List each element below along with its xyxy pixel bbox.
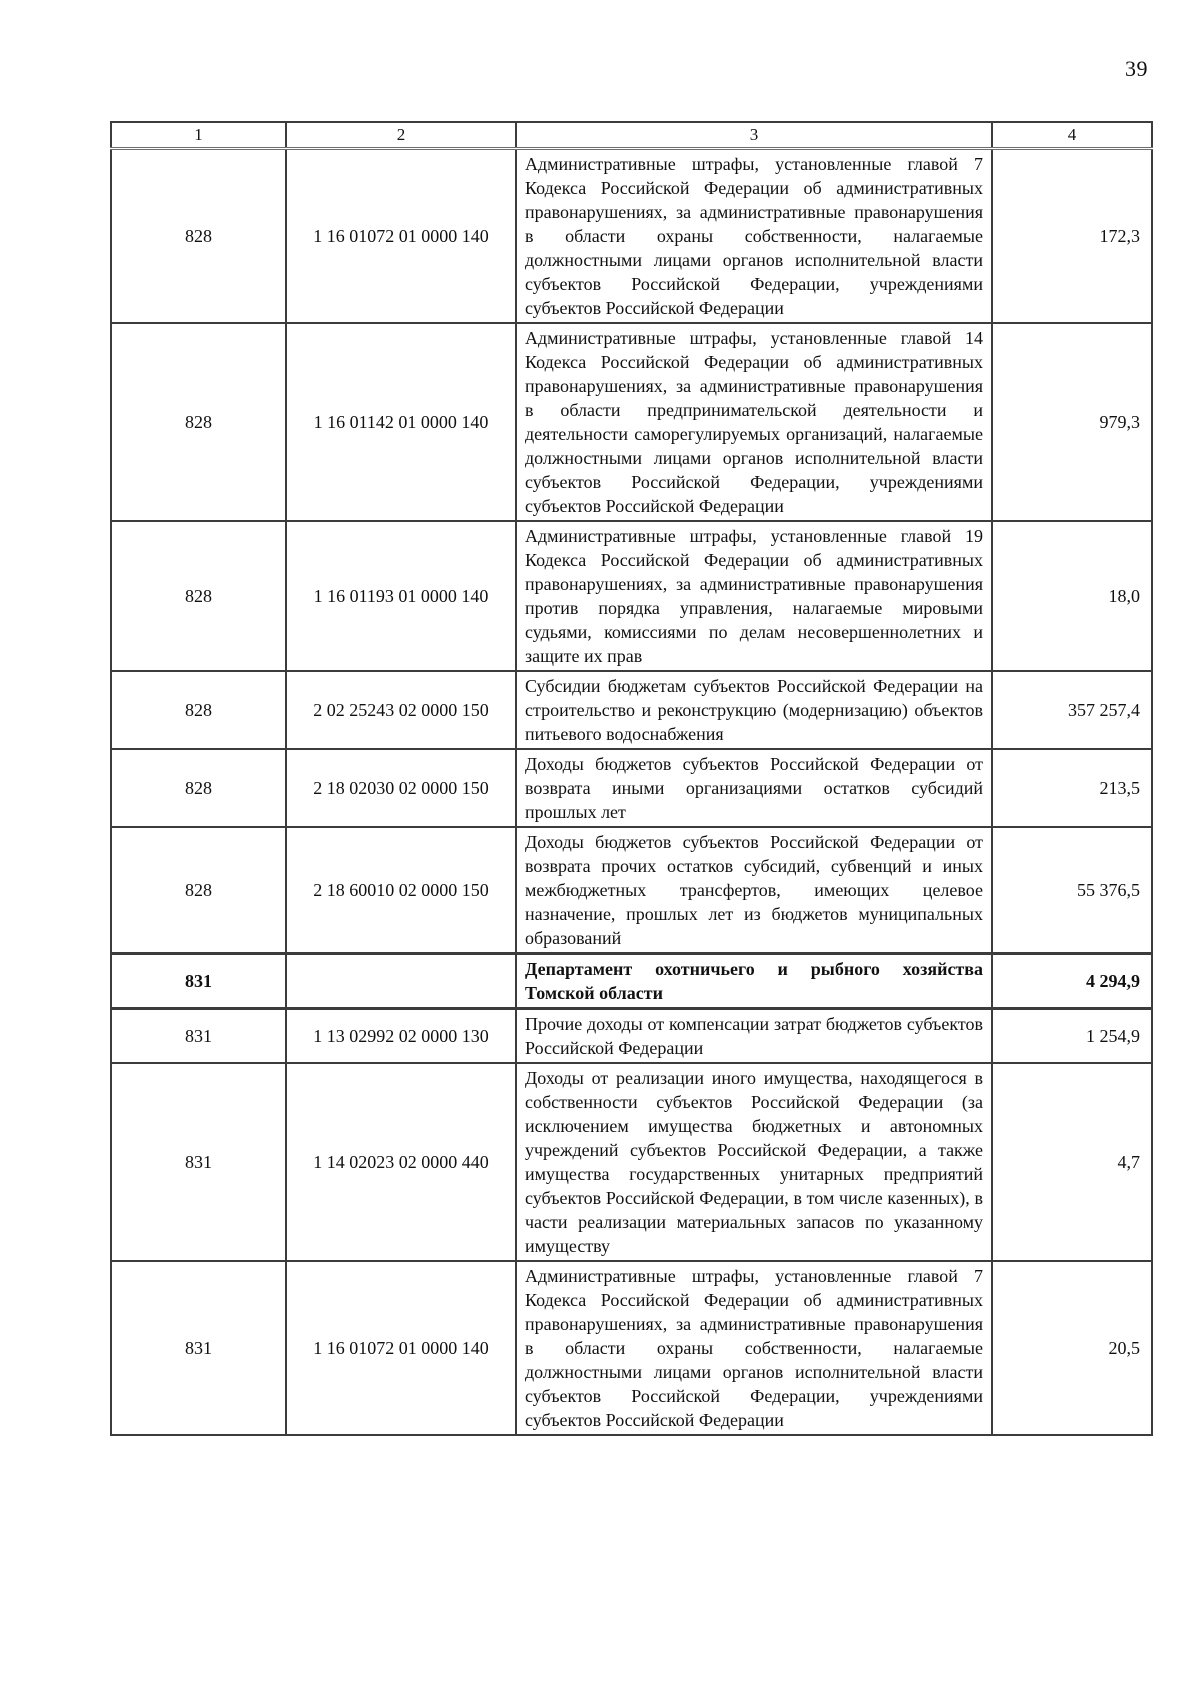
admin-code-cell: 828: [111, 827, 286, 954]
column-header-1: 1: [111, 122, 286, 149]
table-row: [111, 323, 1152, 521]
table-row: [111, 954, 1152, 1009]
revenue-name-cell: Департамент охотничьего и рыбного хозяйства Томской области: [516, 954, 992, 1009]
budget-classification-code-cell: [286, 954, 516, 1009]
amount-cell: 213,5: [992, 749, 1152, 827]
table-body: [111, 149, 1152, 1436]
budget-classification-code-cell: 1 16 01072 01 0000 140: [286, 1261, 516, 1435]
amount-cell: 979,3: [992, 323, 1152, 521]
admin-code-cell: 831: [111, 954, 286, 1009]
revenue-name-cell: Доходы бюджетов субъектов Российской Федерации от возврата иными организациями остатков субсидий прошлых лет: [516, 749, 992, 827]
table-row: [111, 1009, 1152, 1064]
budget-classification-code-cell: 1 13 02992 02 0000 130: [286, 1009, 516, 1064]
table-row: [111, 521, 1152, 671]
revenue-name-cell: Доходы бюджетов субъектов Российской Федерации от возврата прочих остатков субсидий, субвенций и иных межбюджетных трансфертов, имеющих целевое назначение, прошлых лет из бюджетов муниципальных образований: [516, 827, 992, 954]
revenue-name-cell: Прочие доходы от компенсации затрат бюджетов субъектов Российской Федерации: [516, 1009, 992, 1064]
revenue-name-cell: Административные штрафы, установленные главой 14 Кодекса Российской Федерации об административных правонарушениях, за административные правонарушения в области предпринимательской деятельности и деятельности саморегулируемых организаций, налагаемые должностными лицами органов исполнительной власти субъектов Российской Федерации, учреждениями субъектов Российской Федерации: [516, 323, 992, 521]
revenue-name-cell: Административные штрафы, установленные главой 7 Кодекса Российской Федерации об административных правонарушениях, за административные правонарушения в области охраны собственности, налагаемые должностными лицами органов исполнительной власти субъектов Российской Федерации, учреждениями субъектов Российской Федерации: [516, 149, 992, 324]
amount-cell: 4,7: [992, 1063, 1152, 1261]
amount-cell: 1 254,9: [992, 1009, 1152, 1064]
page-number: 39: [1125, 56, 1148, 81]
table-row: [111, 1063, 1152, 1261]
table-row: [111, 149, 1152, 324]
revenue-name-cell: Административные штрафы, установленные главой 7 Кодекса Российской Федерации об административных правонарушениях, за административные правонарушения в области охраны собственности, налагаемые должностными лицами органов исполнительной власти субъектов Российской Федерации, учреждениями субъектов Российской Федерации: [516, 1261, 992, 1435]
budget-classification-code-cell: 2 18 60010 02 0000 150: [286, 827, 516, 954]
table-row: [111, 827, 1152, 954]
admin-code-cell: 828: [111, 521, 286, 671]
budget-classification-code-cell: 2 02 25243 02 0000 150: [286, 671, 516, 749]
revenue-name-cell: Доходы от реализации иного имущества, находящегося в собственности субъектов Российской Федерации (за исключением имущества бюджетных и автономных учреждений субъектов Российской Федерации, а также имущества государственных унитарных предприятий субъектов Российской Федерации, в том числе казенных), в части реализации материальных запасов по указанному имуществу: [516, 1063, 992, 1261]
budget-classification-code-cell: 2 18 02030 02 0000 150: [286, 749, 516, 827]
admin-code-cell: 831: [111, 1261, 286, 1435]
table-row: [111, 1261, 1152, 1435]
admin-code-cell: 828: [111, 671, 286, 749]
amount-cell: 172,3: [992, 149, 1152, 324]
amount-cell: 18,0: [992, 521, 1152, 671]
table-row: [111, 671, 1152, 749]
budget-classification-code-cell: 1 16 01072 01 0000 140: [286, 149, 516, 324]
budget-classification-code-cell: 1 16 01142 01 0000 140: [286, 323, 516, 521]
amount-cell: 55 376,5: [992, 827, 1152, 954]
admin-code-cell: 828: [111, 323, 286, 521]
table-header-row: [111, 122, 1152, 149]
admin-code-cell: 831: [111, 1009, 286, 1064]
column-header-4: 4: [992, 122, 1152, 149]
revenue-name-cell: Административные штрафы, установленные главой 19 Кодекса Российской Федерации об административных правонарушениях, за административные правонарушения против порядка управления, налагаемые мировыми судьями, комиссиями по делам несовершеннолетних и защите их прав: [516, 521, 992, 671]
budget-classification-code-cell: 1 14 02023 02 0000 440: [286, 1063, 516, 1261]
amount-cell: 4 294,9: [992, 954, 1152, 1009]
admin-code-cell: 828: [111, 749, 286, 827]
revenue-name-cell: Субсидии бюджетам субъектов Российской Федерации на строительство и реконструкцию (модернизацию) объектов питьевого водоснабжения: [516, 671, 992, 749]
admin-code-cell: 828: [111, 149, 286, 324]
column-header-2: 2: [286, 122, 516, 149]
amount-cell: 20,5: [992, 1261, 1152, 1435]
table-row: [111, 749, 1152, 827]
column-header-3: 3: [516, 122, 992, 149]
admin-code-cell: 831: [111, 1063, 286, 1261]
revenue-table: [110, 121, 1153, 1436]
budget-classification-code-cell: 1 16 01193 01 0000 140: [286, 521, 516, 671]
amount-cell: 357 257,4: [992, 671, 1152, 749]
